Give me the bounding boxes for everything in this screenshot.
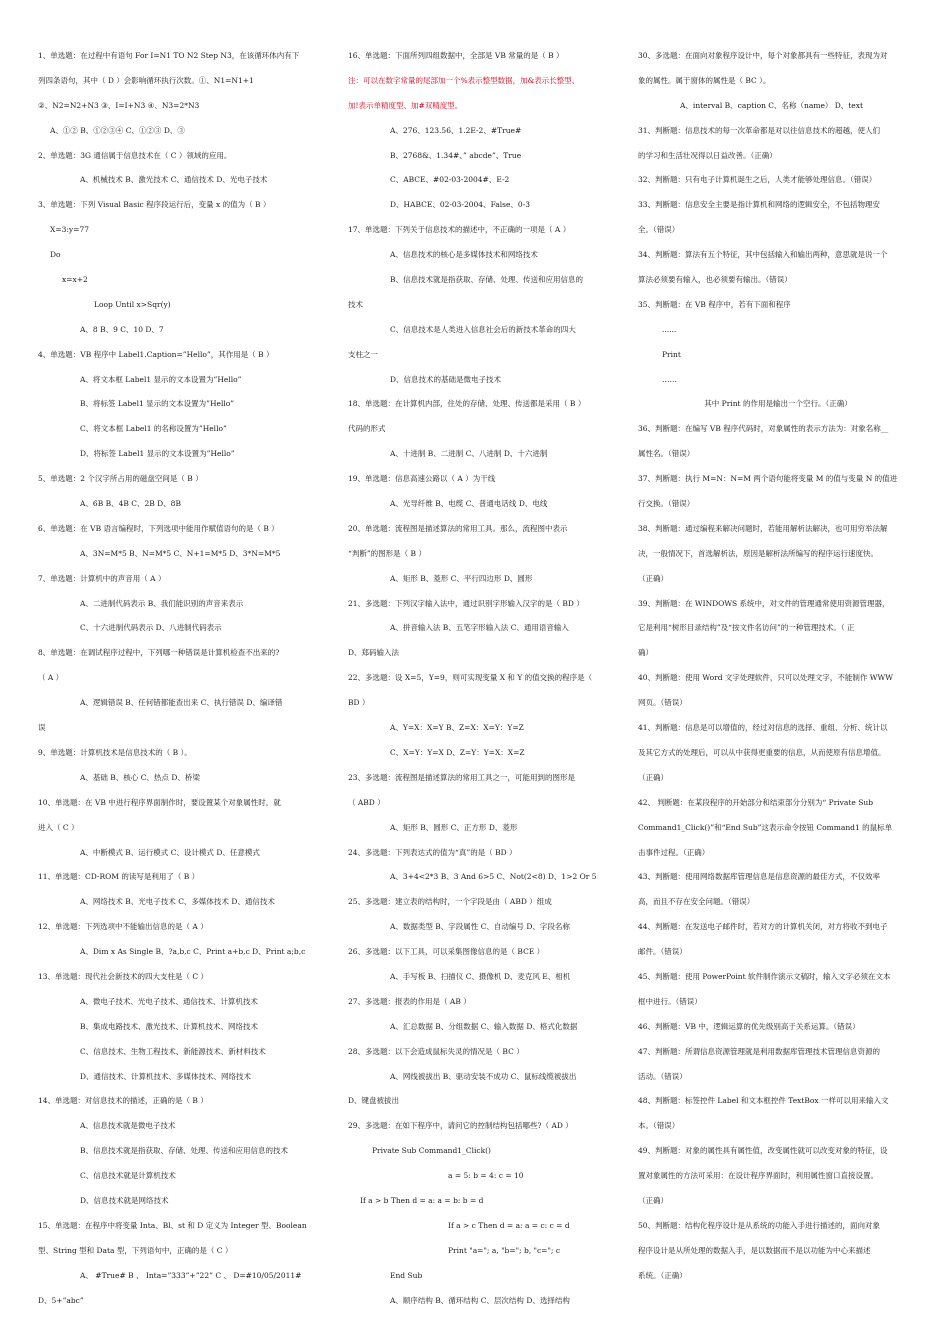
text-line: 1、单选题：在过程中有语句 For I=N1 TO N2 Step N3，在该循环体内有下 — [38, 51, 300, 60]
text-line: x=x+2 — [62, 275, 88, 285]
text-line: 决，一般情况下，首选解析法，原因是解析法所编写的程序运行速度快。 — [638, 548, 878, 558]
text-line: D、5+”abc” — [38, 1295, 84, 1305]
text-line: 17、单选题：下列关于信息技术的描述中，不正确的一项是（ A ） — [348, 225, 571, 235]
text-line: A、Dim x As Single B、?a,b,c C、Print a+b,c D、Print a;b,c — [80, 947, 306, 957]
text-line: Loop Until x>Sqr(y) — [94, 299, 171, 309]
text-line: X=3:y=77 — [50, 225, 89, 235]
text-line: 19、单选题：信息高速公路以（ A ）为干线 — [348, 474, 496, 484]
text-line: D、信息技术就是网络技术 — [80, 1195, 169, 1205]
text-line: …… — [662, 374, 677, 384]
text-line: 框中进行。（错误） — [638, 996, 702, 1006]
text-line: 30、多选题：在面向对象程序设计中，每个对象都具有一些特征，表现为对 — [638, 51, 888, 60]
text-line: 及其它方式的处理后，可以从中获得更重要的信息，从而使原有信息增值。 — [638, 747, 886, 757]
text-line: BD ） — [348, 698, 370, 708]
text-line: C、ABCE、#02-03-2004#、E-2 — [390, 175, 510, 185]
text-line: C、将文本框 Label1 的名称设置为”Hello” — [80, 424, 227, 434]
text-line: 47、判断题：所谓信息资源管理就是利用数据库管理技术管理信息资源的 — [638, 1046, 881, 1056]
text-line: 16、单选题：下面所列四组数据中，全部是 VB 常量的是（ B ） — [348, 51, 564, 60]
text-line: 进入（ C ） — [38, 822, 79, 832]
text-line: B、集成电路技术、激光技术、计算机技术、网络技术 — [80, 1021, 259, 1031]
text-line: A、机械技术 B、激光技术 C、通信技术 D、光电子技术 — [80, 175, 268, 185]
text-line: 6、单选题：在 VB 语言编程时，下列选项中能用作赋值语句的是（ B ） — [38, 523, 279, 533]
text-line: D、通信技术、计算机技术、多媒体技术、网络技术 — [80, 1071, 252, 1081]
text-line: 3、单选题：下列 Visual Basic 程序段运行后，变量 x 的值为（ B ） — [38, 200, 271, 210]
text-line: 本。（错误） — [638, 1121, 680, 1131]
text-line: 45、判断题：使用 PowerPoint 软件制作演示文稿时，输入文字必须在文本 — [638, 971, 891, 981]
text-line: D、郑码输入法 — [348, 648, 400, 658]
text-line: 全。（错误） — [638, 225, 680, 235]
text-line: A、矩形 B、菱形 C、平行四边形 D、圆形 — [390, 573, 533, 583]
text-line: 确） — [638, 648, 653, 658]
text-line: A、interval B、caption C、名称（name） D、text — [680, 100, 863, 110]
text-line: C、X=Y：Y=X D、Z=Y：Y=X：X=Z — [390, 747, 525, 757]
text-line: A、3+4<2*3 B、3 And 6>5 C、Not(2<8) D、1>2 Or 5 — [390, 872, 597, 882]
text-line: C、十六进制代码表示 D、八进制代码表示 — [80, 623, 222, 633]
text-line: （ ABD ） — [348, 797, 385, 807]
text-line: A、矩形 B、圆形 C、正方形 D、菱形 — [390, 822, 518, 832]
text-line: A、276、123.56、1.2E-2、#True# — [390, 125, 522, 135]
text-line: 39、判断题：在 WINDOWS 系统中，对文件的管理通常使用资源管理器， — [638, 598, 890, 608]
text-line: A、8 B、9 C、10 D、7 — [80, 324, 164, 334]
text-line: A、①② B、①②③④ C、①②③ D、③ — [50, 125, 185, 135]
text-line: 的学习和生活壮况得以日益改善。（正确） — [638, 150, 777, 160]
text-line: A、将文本框 Label1 显示的文本设置为”Hello” — [80, 374, 242, 384]
text-line: 35、判断题：在 VB 程序中，若有下面和程序 — [638, 299, 791, 309]
text-line: 21、多选题：下列汉字输入法中，通过识别字形输入汉字的是（ BD ） — [348, 598, 584, 608]
text-line: 36、判断题：在编写 VB 程序代码时，对象属性的表示方法为：对象名称__ — [638, 424, 889, 434]
text-line: A、3N=M*5 B、N=M*5 C、N+1=M*5 D、3*N=M*5 — [80, 548, 281, 558]
text-line: 2、单选题：3G 通信属于信息技术在（ C ）领域的应用。 — [38, 150, 232, 160]
text-line: End Sub — [390, 1270, 423, 1280]
text-line: 50、判断题：结构化程序设计是从系统的功能入手进行描述的，面向对象 — [638, 1220, 881, 1230]
text-line: 26、多选题：以下工具，可以采集图像信息的是（ BCE ） — [348, 947, 545, 957]
text-line: 46、判断题：VB 中，逻辑运算的优先级别高于关系运算。（错误） — [638, 1021, 860, 1031]
text-line: Command1_Click()”和“End Sub”这表示命令按钮 Command1 的鼠标单 — [638, 822, 893, 832]
text-line: 15、单选题：在程序中将变量 Inta、Bl、st 和 D 定义为 Integer 型、Boolean — [38, 1220, 307, 1230]
text-line: 属性名。（错误） — [638, 449, 695, 459]
text-line: 11、单选题：CD-ROM 的读写是利用了（ B ） — [38, 872, 200, 882]
text-line: D、键盘被拔出 — [348, 1096, 400, 1106]
text-line: 12、单选题：下列选项中不能输出信息的是（ A ） — [38, 922, 208, 932]
text-line: B、信息技术就是指获取、存储、处理、传送和应用信息的技术 — [80, 1146, 289, 1156]
text-line: 48、判断题：标签控件 Label 和文本框控件 TextBox 一样可以用来输入文 — [638, 1096, 889, 1106]
text-line: Private Sub Command1_Click() — [372, 1146, 491, 1156]
text-line: A、信息技术的核心是多媒体技术和网络技术 — [390, 250, 538, 260]
text-line: Print "a="; a, "b="; b, "c="; c — [448, 1245, 561, 1255]
text-line: A、信息技术就是微电子技术 — [80, 1121, 176, 1131]
text-line: A、十进制 B、二进制 C、八进制 D、十六进制 — [390, 449, 548, 459]
text-line: （正确） — [638, 1195, 668, 1205]
text-line: 22、多选题：设 X=5，Y=9，则可实现变量 X 和 Y 的值交换的程序是（ — [348, 673, 593, 683]
text-line: If a > c Then d = a: a = c: c = d — [448, 1220, 570, 1230]
text-line: 象的属性。属于窗体的属性是（ BC ）。 — [638, 75, 771, 85]
text-line: 13、单选题：现代社会新技术的四大支柱是（ C ） — [38, 971, 209, 981]
text-line: 29、多选题：在如下程序中，请问它的控制结构包括哪些?（ AD ） — [348, 1121, 573, 1131]
text-line: B、信息技术就是指获取、存储、处理、传送和应用信息的 — [390, 275, 584, 285]
text-line: A、 #True# B 、 Inta=”333”+”22” C 、 D=#10/05/2011# — [80, 1270, 302, 1280]
text-line: 误 — [38, 723, 46, 733]
text-line: 置对象属性的方法可采用：在设计程序界面时，利用属性窗口直接设置。 — [638, 1171, 878, 1181]
text-line: A、光导纤维 B、电缆 C、普通电话线 D、电线 — [390, 499, 548, 509]
text-line: A、Y=X：X=Y B、Z=X：X=Y：Y=Z — [390, 723, 524, 733]
text-line: 行交换。（错误） — [638, 499, 695, 509]
text-line: A、顺序结构 B、循环结构 C、层次结构 D、选择结构 — [390, 1295, 570, 1305]
text-line: A、逻辑错误 B、任何错都能查出来 C、执行错误 D、编译错 — [80, 698, 283, 708]
text-line: 49、判断题：对象的属性具有属性值，改变属性就可以改变对象的特征，设 — [638, 1146, 888, 1156]
text-line: 24、多选题：下列表达式的值为“真”的是（ BD ） — [348, 847, 517, 857]
text-line: 高，而且不存在安全问题。（错误） — [638, 897, 755, 907]
text-line: 31、判断题：信息技术的每一次革命都是对以往信息技术的超越，使人们 — [638, 125, 881, 135]
text-line: “判断”的图形是（ B ） — [348, 548, 426, 558]
text-line: 击事件过程。（正确） — [638, 847, 710, 857]
text-line: 27、多选题：报表的作用是（ AB ） — [348, 996, 471, 1006]
text-line: 25、多选题：建立表的结构时，一个字段是由（ ABD ）组成 — [348, 897, 552, 907]
text-line: 43、判断题：使用网络数据库管理信息是信息资源的最佳方式，不仅效率 — [638, 872, 881, 882]
text-line: D、将标签 Label1 显示的文本设置为”Hello” — [80, 449, 235, 459]
text-line: 技术 — [348, 299, 363, 309]
text-line: 列四条语句，其中（ D ）会影响循环执行次数。①、N1=N1+1 — [38, 75, 254, 85]
text-line: 4、单选题：VB 程序中 Label1.Caption=”Hello”，其作用是（ B ） — [38, 349, 274, 359]
text-line: 系统。（正确） — [638, 1270, 687, 1280]
text-line: A、数据类型 B、字段属性 C、自动编号 D、字段名称 — [390, 922, 570, 932]
text-line: C、信息技术就是计算机技术 — [80, 1171, 176, 1181]
text-line: a = 5: b = 4: c = 10 — [448, 1171, 524, 1181]
text-line: 28、多选题：以下会造成鼠标失灵的情况是（ BC ） — [348, 1046, 524, 1056]
text-line: A、微电子技术、光电子技术、通信技术、计算机技术 — [80, 996, 258, 1006]
text-line: 32、判断题：只有电子计算机诞生之后，人类才能够处理信息。（错误） — [638, 175, 877, 185]
text-line: Print — [662, 349, 681, 359]
text-line: A、网线被拔出 B、驱动安装不成功 C、鼠标线缆被拔出 — [390, 1071, 577, 1081]
text-line: 9、单选题：计算机技术是信息技术的（ B ）。 — [38, 747, 192, 757]
text-line: 算法必须要有输入，也必须要有输出。（错误） — [638, 275, 792, 285]
text-line: D、HABCE、02-03-2004、False、0-3 — [390, 200, 531, 210]
text-line: A、基础 B、核心 C、热点 D、桥梁 — [80, 772, 200, 782]
text-line: 38、判断题：通过编程来解决问题时，若能用解析法解决，也可用穷举法解 — [638, 523, 888, 533]
text-line: 14、单选题：对信息技术的描述，正确的是（ B ） — [38, 1096, 208, 1106]
text-line: 7、单选题：计算机中的声音用（ A ） — [38, 573, 166, 583]
text-line: （ A ） — [38, 673, 64, 683]
text-line: A、汇总数据 B、分组数据 C、输入数据 D、格式化数据 — [390, 1021, 578, 1031]
text-line: 型、String 型和 Data 型，下列语句中，正确的是（ C ） — [38, 1245, 233, 1255]
text-line: A、网络技术 B、光电子技术 C、多媒体技术 D、通信技术 — [80, 897, 275, 907]
text-line: 其中 Print 的作用是输出一个空行。（正确） — [704, 399, 852, 409]
text-line: 40、判断题：使用 Word 文字处理软件，只可以处理文字，不能制作 WWW — [638, 673, 893, 683]
text-line: ...... — [662, 324, 677, 334]
text-line: 网页。（错误） — [638, 698, 687, 708]
text-line: ②、N2=N2+N3 ③、I=I+N3 ④、N3=2*N3 — [38, 100, 200, 110]
text-line: Do — [50, 250, 61, 260]
text-line: B、2768&、1.34#、” abcde”、True — [390, 150, 522, 160]
text-line: A、中断模式 B、运行模式 C、设计模式 D、任意模式 — [80, 847, 260, 857]
text-line: 活动。（错误） — [638, 1071, 687, 1081]
column-right — [638, 44, 918, 1344]
text-line: 41、判断题：信息是可以增值的，经过对信息的选择、重组、分析、统计以 — [638, 723, 888, 733]
text-line: If a > b Then d = a: a = b: b = d — [360, 1195, 484, 1205]
text-line: 5、单选题：2 个汉字所占用的磁盘空间是（ B ） — [38, 474, 203, 484]
text-line: 44、判断题：在发送电子邮件时，若对方的计算机关闭，对方将收不到电子 — [638, 922, 888, 932]
text-line: 它是利用“树形目录结构”及“按文件名访问”的一种管理技术。（ 正 — [638, 623, 855, 633]
text-line: A、二进制代码表示 B、我们能识别的声音来表示 — [80, 598, 244, 608]
text-line: 邮件。（错误） — [638, 947, 687, 957]
text-line: （正确） — [638, 573, 668, 583]
text-line: 加!表示单精度型、加#双精度型。 — [348, 100, 463, 110]
text-line: A、拼音输入法 B、五笔字形输入法 C、通用语音输入 — [390, 623, 569, 633]
text-line: 37、判断题：执行 M=N：N=M 两个语句能将变量 M 的值与变量 N 的值进 — [638, 474, 898, 484]
text-line: （正确） — [638, 772, 668, 782]
text-line: C、信息技术是人类进入信息社会后的新技术革命的四大 — [390, 324, 576, 334]
text-line: B、将标签 Label1 显示的文本设置为”Hello” — [80, 399, 235, 409]
text-line: A、6B B、4B C、2B D、8B — [80, 499, 181, 509]
text-line: 34、判断题：算法有五个特征，其中包括输入和输出两种，意思就是说一个 — [638, 250, 888, 260]
text-line: A、手写板 B、扫描仪 C、摄像机 D、麦克风 E、相机 — [390, 971, 571, 981]
text-line: D、信息技术的基础是微电子技术 — [390, 374, 502, 384]
text-line: 33、判断题：信息安全主要是指计算机和网络的逻辑安全，不包括物理安 — [638, 200, 881, 210]
text-line: 42、 判断题：在某段程序的开始部分和结束部分分别为“ Private Sub — [638, 797, 873, 807]
text-line: 程序设计是从所处理的数据入手，是以数据而不是以功能为中心来描述 — [638, 1245, 871, 1255]
column-left — [38, 44, 320, 1344]
text-line: 20、单选题：流程图是描述算法的常用工具。那么，流程图中表示 — [348, 523, 568, 533]
text-line: 代码的形式 — [348, 424, 386, 434]
text-line: 23、多选题：流程图是描述算法的常用工具之一，可能用到的图形是 — [348, 772, 576, 782]
text-line: 10、单选题：在 VB 中进行程序界面制作时，要设置某个对象属性时，就 — [38, 797, 281, 807]
column-middle — [348, 44, 610, 1344]
text-line: 8、单选题：在调试程序过程中，下列哪一种错误是计算机检查不出来的? — [38, 648, 280, 658]
text-line: 18、单选题：在计算机内部，住处的存储、处理、传送都是采用（ B ） — [348, 399, 586, 409]
text-line: 支柱之一 — [348, 349, 378, 359]
text-line: 注：可以在数字常量的尾部加一个%表示整型数据，加&表示长整型、 — [348, 75, 580, 85]
text-line: C、信息技术、生物工程技术、新能源技术、新材料技术 — [80, 1046, 266, 1056]
